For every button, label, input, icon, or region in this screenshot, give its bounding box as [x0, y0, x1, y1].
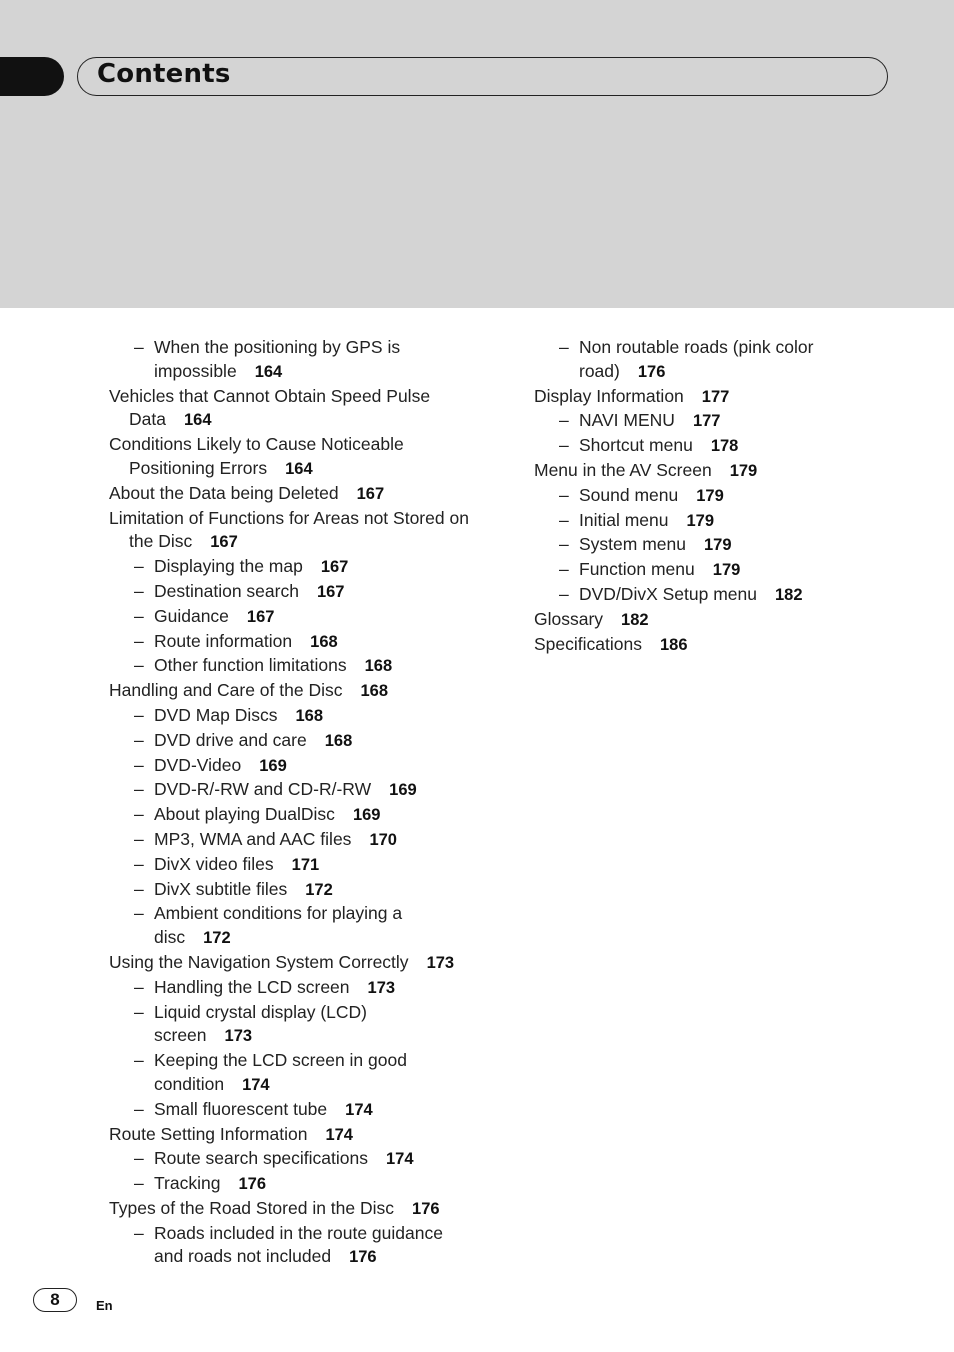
header-band: [0, 0, 954, 308]
toc-entry-text: DVD/DivX Setup menu: [579, 583, 757, 604]
toc-section-entry[interactable]: [109, 951, 469, 976]
toc-page-number: 178: [710, 437, 739, 456]
language-label: En: [96, 1298, 113, 1313]
toc-subsection-entry[interactable]: [109, 778, 469, 803]
toc-section-entry[interactable]: [534, 608, 854, 633]
toc-page-number: 167: [316, 582, 345, 601]
toc-page-number: 174: [242, 1075, 270, 1094]
toc-subsection-entry[interactable]: [109, 1001, 469, 1050]
toc-page-number: 169: [352, 806, 381, 825]
toc-section-entry[interactable]: [109, 385, 469, 434]
toc-entry-text: Initial menu: [579, 509, 669, 530]
toc-entry-text: Route information: [154, 630, 293, 651]
toc-entry-text: Handling the LCD screen: [154, 976, 350, 997]
toc-entry-text: Glossary: [534, 608, 604, 629]
toc-entry-text: MP3, WMA and AAC files: [154, 828, 352, 849]
toc-entry-text: Route search specifications: [154, 1148, 368, 1169]
toc-subsection-entry[interactable]: [109, 1172, 469, 1197]
toc-page-number: 182: [775, 585, 803, 604]
toc-page-number: 173: [367, 978, 396, 997]
toc-subsection-entry[interactable]: [109, 1222, 469, 1271]
toc-entry-text: Non routable roads (pink color road): [579, 337, 814, 381]
toc-subsection-entry[interactable]: [534, 558, 854, 583]
section-tab-marker: [0, 57, 64, 96]
toc-page-number: 174: [345, 1100, 373, 1119]
toc-page-number: 170: [369, 830, 397, 849]
page-number: 8: [33, 1288, 77, 1312]
toc-entry-text: Limitation of Functions for Areas not Stored on the Disc: [109, 507, 469, 552]
toc-subsection-entry[interactable]: [109, 1147, 469, 1172]
toc-entry-text: Small fluorescent tube: [154, 1098, 328, 1119]
toc-page-number: 179: [703, 536, 732, 555]
toc-page-number: 169: [259, 756, 287, 775]
toc-entry-text: Displaying the map: [154, 556, 303, 577]
toc-entry-text: Specifications: [534, 633, 642, 654]
toc-entry-text: About the Data being Deleted: [109, 482, 339, 503]
toc-page-number: 171: [291, 855, 320, 874]
toc-subsection-entry[interactable]: [109, 853, 469, 878]
toc-entry-text: Ambient conditions for playing a disc: [154, 903, 403, 948]
toc-subsection-entry[interactable]: [109, 803, 469, 828]
toc-subsection-entry[interactable]: [534, 509, 854, 534]
toc-entry-text: Using the Navigation System Correctly: [109, 951, 409, 972]
toc-entry-text: Liquid crystal display (LCD) screen: [154, 1001, 367, 1046]
toc-section-entry[interactable]: [109, 1197, 469, 1222]
toc-subsection-entry[interactable]: [109, 580, 469, 605]
toc-subsection-entry[interactable]: [109, 654, 469, 679]
toc-page-number: 179: [712, 561, 741, 580]
toc-entry-text: DVD-Video: [154, 754, 242, 775]
toc-subsection-entry[interactable]: [109, 630, 469, 655]
toc-entry-text: DVD drive and care: [154, 729, 307, 750]
toc-page-number: 176: [637, 362, 666, 381]
toc-page-number: 179: [729, 461, 758, 480]
toc-subsection-entry[interactable]: [534, 409, 854, 434]
toc-section-entry[interactable]: [109, 1123, 469, 1148]
toc-subsection-entry[interactable]: [534, 583, 854, 608]
toc-subsection-entry[interactable]: [109, 976, 469, 1001]
toc-page-number: 164: [183, 411, 212, 430]
toc-entry-text: Types of the Road Stored in the Disc: [109, 1197, 395, 1218]
toc-subsection-entry[interactable]: [109, 878, 469, 903]
toc-page-number: 174: [386, 1150, 414, 1169]
toc-page-number: 173: [426, 953, 455, 972]
toc-entry-text: Guidance: [154, 605, 229, 626]
toc-page-number: 169: [389, 781, 417, 800]
toc-page-number: 167: [210, 533, 238, 552]
toc-section-entry[interactable]: [109, 679, 469, 704]
toc-entry-text: Roads included in the route guidance and roads not included: [154, 1222, 443, 1267]
toc-page-number: 164: [254, 362, 283, 381]
toc-page-number: 176: [412, 1199, 440, 1218]
toc-entry-text: Tracking: [154, 1173, 221, 1194]
toc-subsection-entry[interactable]: [534, 336, 854, 385]
toc-entry-text: Shortcut menu: [579, 435, 693, 456]
page-title: Contents: [97, 59, 231, 89]
toc-page-number: 182: [621, 610, 649, 629]
toc-page-number: 172: [203, 929, 231, 948]
toc-subsection-entry[interactable]: [109, 704, 469, 729]
toc-section-entry[interactable]: [534, 385, 854, 410]
toc-entry-text: DivX video files: [154, 853, 274, 874]
toc-page-number: 177: [692, 412, 721, 431]
toc-entry-text: Other function limitations: [154, 655, 347, 676]
toc-entry-text: Keeping the LCD screen in good condition: [154, 1050, 407, 1094]
toc-subsection-entry[interactable]: [109, 729, 469, 754]
toc-page-number: 177: [701, 387, 730, 406]
toc-subsection-entry[interactable]: [109, 828, 469, 853]
toc-page-number: 168: [310, 632, 338, 651]
toc-page-number: 168: [360, 682, 388, 701]
toc-entry-text: DVD-R/-RW and CD-R/-RW: [154, 779, 372, 800]
toc-section-entry[interactable]: [109, 482, 469, 507]
toc-entry-text: When the positioning by GPS is impossible: [154, 337, 401, 381]
toc-subsection-entry[interactable]: [109, 1098, 469, 1123]
toc-page-number: 176: [238, 1175, 266, 1194]
toc-entry-text: Sound menu: [579, 484, 679, 505]
toc-section-entry[interactable]: [534, 633, 854, 658]
toc-page-number: 167: [320, 558, 349, 577]
toc-entry-text: DVD Map Discs: [154, 704, 278, 725]
toc-page-number: 168: [364, 657, 393, 676]
toc-entry-text: System menu: [579, 534, 686, 555]
toc-entry-text: Route Setting Information: [109, 1123, 308, 1144]
toc-entry-text: About playing DualDisc: [154, 804, 335, 825]
toc-subsection-entry[interactable]: [109, 555, 469, 580]
toc-subsection-entry[interactable]: [109, 902, 469, 951]
toc-entry-text: NAVI MENU: [579, 410, 675, 431]
toc-entry-text: Conditions Likely to Cause Noticeable Positioning Errors: [109, 434, 404, 478]
toc-page-number: 168: [324, 731, 353, 750]
toc-entry-text: Handling and Care of the Disc: [109, 680, 343, 701]
toc-page-number: 173: [224, 1027, 253, 1046]
toc-entry-text: Menu in the AV Screen: [534, 459, 712, 480]
toc-page-number: 168: [295, 706, 324, 725]
toc-page-number: 174: [325, 1125, 353, 1144]
toc-subsection-entry[interactable]: [534, 434, 854, 459]
toc-subsection-entry[interactable]: [109, 754, 469, 779]
toc-entry-text: Function menu: [579, 559, 695, 580]
toc-page-number: 167: [356, 484, 385, 503]
toc-left-column: [109, 336, 469, 1270]
title-bar: [77, 57, 888, 96]
toc-page-number: 172: [305, 880, 333, 899]
toc-subsection-entry[interactable]: [109, 605, 469, 630]
toc-section-entry[interactable]: [109, 507, 469, 556]
toc-subsection-entry[interactable]: [534, 533, 854, 558]
toc-section-entry[interactable]: [534, 459, 854, 484]
toc-page-number: 164: [285, 459, 313, 478]
toc-entry-text: Display Information: [534, 385, 684, 406]
toc-page-number: 167: [246, 607, 275, 626]
toc-entry-text: Vehicles that Cannot Obtain Speed Pulse Data: [109, 385, 431, 430]
toc-page-number: 179: [696, 486, 724, 505]
toc-page-number: 176: [349, 1248, 377, 1267]
toc-right-column: [534, 336, 854, 657]
toc-entry-text: Destination search: [154, 580, 299, 601]
toc-subsection-entry[interactable]: [534, 484, 854, 509]
toc-entry-text: DivX subtitle files: [154, 878, 288, 899]
toc-section-entry[interactable]: [109, 433, 469, 482]
toc-subsection-entry[interactable]: [109, 336, 469, 385]
toc-page-number: 179: [686, 511, 715, 530]
toc-page-number: 186: [659, 635, 688, 654]
toc-subsection-entry[interactable]: [109, 1049, 469, 1098]
